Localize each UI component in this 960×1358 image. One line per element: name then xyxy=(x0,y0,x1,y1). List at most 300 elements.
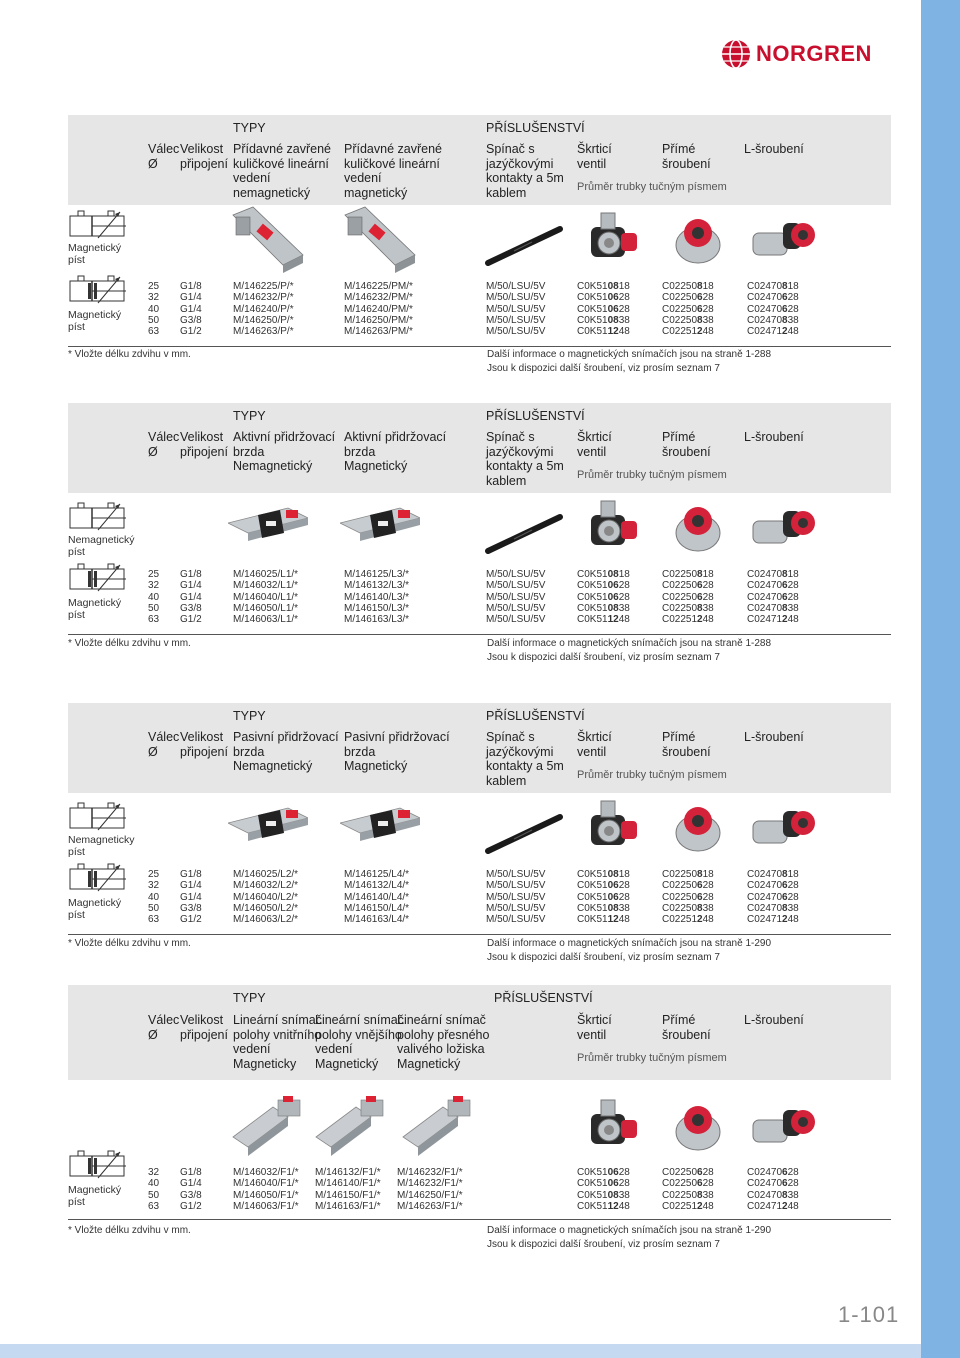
page-number: 1-101 xyxy=(838,1302,900,1327)
table-cell: G3/8 xyxy=(180,1189,202,1201)
type-header-1: Pasivní přidržovací brzda Nemagnetický xyxy=(233,730,339,773)
table-cell: C0K510628 xyxy=(577,303,630,315)
table-cell: M/50/LSU/5V xyxy=(486,602,546,614)
table-cell: C02470628 xyxy=(747,303,799,315)
table-cell: M/146040/F1/* xyxy=(233,1178,299,1190)
table-cell: M/146225/P/* xyxy=(233,281,294,292)
table-cell: C02250628 xyxy=(662,880,714,892)
elbow-fitting-header: L-šroubení xyxy=(744,142,804,156)
holding-brake-image xyxy=(340,493,420,563)
table-cell: C0K511248 xyxy=(577,914,630,926)
port-label: připojení xyxy=(180,445,228,459)
magnetic-piston-label: Magnetický píst xyxy=(68,897,122,921)
table-cell: M/146250/F1/* xyxy=(397,1189,463,1201)
straight-fitting-header: Přímé šroubení xyxy=(662,430,711,459)
table-cell: C0K510628 xyxy=(577,1167,630,1178)
table-divider xyxy=(68,934,891,935)
model-column-1 xyxy=(233,1167,299,1212)
straight-fitting-column xyxy=(662,569,714,625)
table-cell: 25 xyxy=(148,569,160,580)
table-cell: C02471248 xyxy=(747,914,799,926)
brand-name: NORGREN xyxy=(756,41,872,66)
table-cell: C0K511248 xyxy=(577,326,630,338)
table-cell: M/146232/F1/* xyxy=(397,1167,463,1178)
size-column xyxy=(148,1167,159,1212)
port-label: připojení xyxy=(180,745,228,759)
table-cell: M/146125/L4/* xyxy=(344,869,410,880)
table-cell: M/146063/F1/* xyxy=(233,1200,299,1212)
type-header-3: Lineární snímač polohy přesného valivého ložiska Magnetický xyxy=(397,1013,490,1071)
port-column xyxy=(180,569,202,625)
table-cell: G1/8 xyxy=(180,569,202,580)
holding-brake-image xyxy=(228,793,308,863)
table-cell: C02250838 xyxy=(662,602,714,614)
table-cell: C02470818 xyxy=(747,869,799,880)
table-cell: C02251248 xyxy=(662,614,714,626)
magnetic-piston-label: Magnetický píst xyxy=(68,309,122,333)
table-cell: C02250838 xyxy=(662,1189,714,1201)
table-cell: C02470818 xyxy=(747,281,799,292)
fittings-info-note: Jsou k dispozici další šroubení, viz prosím seznam 7 xyxy=(487,952,720,963)
table-cell: G1/8 xyxy=(180,1167,202,1178)
page-side-bar xyxy=(921,0,960,1358)
sensor-info-note: Další informace o magnetických snímačích jsou na straně 1-290 xyxy=(487,1225,772,1236)
table-cell: M/146232/PM/* xyxy=(344,292,413,304)
cylinder-label: Válec xyxy=(148,730,180,744)
table-cell: 40 xyxy=(148,1178,160,1190)
table-cell: M/146163/F1/* xyxy=(315,1200,381,1212)
reed-switch-column xyxy=(486,569,545,625)
table-cell: M/50/LSU/5V xyxy=(486,869,546,880)
port-column xyxy=(180,281,202,337)
table-cell: 25 xyxy=(148,869,160,880)
tube-diameter-note: Průměr trubky tučným písmem xyxy=(577,769,727,781)
table-cell: M/50/LSU/5V xyxy=(486,891,546,903)
table-cell: C02251248 xyxy=(662,914,714,926)
diameter-label: Ø xyxy=(148,745,158,759)
table-cell: C02250628 xyxy=(662,303,714,315)
type-header-2: Lineární snímač polohy vnějšího vedení Magnetický xyxy=(315,1013,404,1071)
cylinder-label: Válec xyxy=(148,142,180,156)
section-header xyxy=(68,985,891,1080)
straight-fitting-image xyxy=(658,1092,738,1162)
elbow-fitting-image xyxy=(743,493,823,563)
table-cell: M/50/LSU/5V xyxy=(486,281,546,292)
table-cell: M/146250/PM/* xyxy=(344,314,413,326)
table-cell: C0K510838 xyxy=(577,1189,630,1201)
magnetic-piston-label: Magnetický píst xyxy=(68,597,122,621)
table-cell: M/146140/F1/* xyxy=(315,1178,381,1190)
port-column xyxy=(180,1167,202,1212)
straight-fitting-header: Přímé šroubení xyxy=(662,1013,711,1042)
table-cell: C02470628 xyxy=(747,580,799,592)
table-cell: M/146140/L4/* xyxy=(344,891,410,903)
table-cell: C02471248 xyxy=(747,1200,799,1212)
reed-switch-image xyxy=(484,211,564,281)
table-cell: M/50/LSU/5V xyxy=(486,902,546,914)
table-cell: C02470838 xyxy=(747,1189,799,1201)
model-column-3 xyxy=(397,1167,463,1212)
table-cell: 50 xyxy=(148,602,160,614)
reed-switch-column xyxy=(486,281,545,337)
table-cell: C02250628 xyxy=(662,591,714,603)
reed-switch-image xyxy=(484,799,564,869)
flow-valve-header: Škrticí ventil xyxy=(577,730,612,759)
table-cell: M/146150/L3/* xyxy=(344,602,410,614)
table-cell: 63 xyxy=(148,614,160,626)
flow-valve-header: Škrticí ventil xyxy=(577,142,612,171)
section-header xyxy=(68,115,891,205)
accessories-heading: PŘÍSLUŠENSTVÍ xyxy=(486,121,585,135)
elbow-fitting-header: L-šroubení xyxy=(744,730,804,744)
reed-switch-header: Spínač s jazýčkovými kontakty a 5m kablem xyxy=(486,430,564,488)
table-cell: M/146032/F1/* xyxy=(233,1167,299,1178)
flow-valve-column xyxy=(577,281,630,337)
table-cell: C02250838 xyxy=(662,902,714,914)
port-label: připojení xyxy=(180,1028,228,1042)
holding-brake-image xyxy=(340,793,420,863)
table-cell: C02250838 xyxy=(662,314,714,326)
linear-guide-image xyxy=(228,205,308,275)
magnetic-cylinder-symbol-icon xyxy=(68,861,128,902)
table-cell: M/146250/P/* xyxy=(233,314,294,326)
stroke-footnote: * Vložte délku zdvihu v mm. xyxy=(68,938,191,949)
table-cell: M/50/LSU/5V xyxy=(486,292,546,304)
table-divider xyxy=(68,1219,891,1220)
section-header xyxy=(68,703,891,793)
types-heading: TYPY xyxy=(233,409,266,423)
table-cell: M/146040/L1/* xyxy=(233,591,299,603)
table-cell: M/50/LSU/5V xyxy=(486,614,546,626)
sensor-info-note: Další informace o magnetických snímačích jsou na straně 1-288 xyxy=(487,638,772,649)
diameter-label: Ø xyxy=(148,157,158,171)
table-cell: M/146032/L1/* xyxy=(233,580,299,592)
table-cell: C02250628 xyxy=(662,1167,714,1178)
table-cell: M/146140/L3/* xyxy=(344,591,410,603)
size-label: Velikost xyxy=(180,730,224,744)
type-header-2: Pasivní přidržovací brzda Magnetický xyxy=(344,730,450,773)
types-heading: TYPY xyxy=(233,709,266,723)
port-column xyxy=(180,869,202,925)
port-label: připojení xyxy=(180,157,228,171)
table-cell: M/146040/L2/* xyxy=(233,891,299,903)
table-cell: M/50/LSU/5V xyxy=(486,914,546,926)
table-cell: M/146163/L3/* xyxy=(344,614,410,626)
reed-switch-header: Spínač s jazýčkovými kontakty a 5m kablem xyxy=(486,142,564,200)
table-cell: M/50/LSU/5V xyxy=(486,580,546,592)
table-cell: M/146240/PM/* xyxy=(344,303,413,315)
table-cell: C0K510628 xyxy=(577,580,630,592)
cylinder-label: Válec xyxy=(148,1013,180,1027)
type-header-2: Aktivní přidržovací brzda Magnetický xyxy=(344,430,447,473)
table-cell: G1/4 xyxy=(180,580,202,592)
table-cell: C0K510818 xyxy=(577,869,630,880)
linear-sensor-image xyxy=(228,1092,308,1162)
table-cell: 50 xyxy=(148,902,160,914)
table-cell: M/146225/PM/* xyxy=(344,281,413,292)
table-cell: C0K511248 xyxy=(577,1200,630,1212)
flow-valve-header: Škrticí ventil xyxy=(577,1013,612,1042)
table-cell: C0K510838 xyxy=(577,314,630,326)
reed-switch-column xyxy=(486,869,545,925)
table-cell: C0K510838 xyxy=(577,902,630,914)
table-cell: 63 xyxy=(148,1200,160,1212)
type-header-1: Aktivní přidržovací brzda Nemagnetický xyxy=(233,430,336,473)
table-cell: G1/4 xyxy=(180,880,202,892)
straight-fitting-header: Přímé šroubení xyxy=(662,142,711,171)
table-cell: 50 xyxy=(148,1189,160,1201)
straight-fitting-image xyxy=(658,793,738,863)
page-bottom-bar xyxy=(0,1344,921,1358)
table-cell: C02470628 xyxy=(747,1167,799,1178)
reed-switch-header: Spínač s jazýčkovými kontakty a 5m kablem xyxy=(486,730,564,788)
model-column-2 xyxy=(344,281,413,337)
size-label: Velikost xyxy=(180,1013,224,1027)
elbow-fitting-column xyxy=(747,281,799,337)
table-cell: C0K510818 xyxy=(577,281,630,292)
flow-control-valve-image xyxy=(573,205,653,275)
straight-fitting-image xyxy=(658,493,738,563)
top-piston-label: Nemagnetický píst xyxy=(68,534,135,558)
top-piston-label: Magnetický píst xyxy=(68,242,122,266)
table-cell: C0K510628 xyxy=(577,891,630,903)
diameter-label: Ø xyxy=(148,1028,158,1042)
elbow-fitting-column xyxy=(747,569,799,625)
table-cell: G1/4 xyxy=(180,1178,202,1190)
straight-fitting-header: Přímé šroubení xyxy=(662,730,711,759)
table-cell: C0K510628 xyxy=(577,880,630,892)
section-header xyxy=(68,403,891,493)
magnetic-cylinder-symbol-icon xyxy=(68,561,128,602)
table-cell: M/146263/F1/* xyxy=(397,1200,463,1212)
diameter-label: Ø xyxy=(148,445,158,459)
table-cell: 63 xyxy=(148,326,160,338)
product-section xyxy=(68,985,891,1264)
type-header-1: Lineární snímač polohy vnitřního vedení Magneticky xyxy=(233,1013,322,1071)
table-cell: 63 xyxy=(148,914,160,926)
table-cell: M/146025/L2/* xyxy=(233,869,299,880)
table-cell: C02471248 xyxy=(747,614,799,626)
elbow-fitting-header: L-šroubení xyxy=(744,430,804,444)
norgren-globe-icon xyxy=(720,38,752,70)
model-column-2 xyxy=(315,1167,381,1212)
table-cell: C02470838 xyxy=(747,314,799,326)
table-cell: C0K510838 xyxy=(577,602,630,614)
table-cell: 32 xyxy=(148,1167,160,1178)
table-cell: M/50/LSU/5V xyxy=(486,326,546,338)
table-divider xyxy=(68,634,891,635)
flow-valve-header: Škrticí ventil xyxy=(577,430,612,459)
table-cell: C0K510628 xyxy=(577,292,630,304)
tube-diameter-note: Průměr trubky tučným písmem xyxy=(577,1052,727,1064)
table-cell: M/146050/L1/* xyxy=(233,602,299,614)
table-cell: G1/4 xyxy=(180,292,202,304)
fittings-info-note: Jsou k dispozici další šroubení, viz prosím seznam 7 xyxy=(487,1239,720,1250)
table-cell: C02470818 xyxy=(747,569,799,580)
table-cell: M/146063/L2/* xyxy=(233,914,299,926)
model-column-2 xyxy=(344,869,409,925)
table-cell: M/146150/F1/* xyxy=(315,1189,381,1201)
table-cell: M/146263/P/* xyxy=(233,326,294,338)
elbow-fitting-column xyxy=(747,869,799,925)
table-cell: G3/8 xyxy=(180,902,202,914)
types-heading: TYPY xyxy=(233,991,266,1005)
elbow-fitting-image xyxy=(743,205,823,275)
product-section xyxy=(68,115,891,388)
table-cell: C0K511248 xyxy=(577,614,630,626)
table-cell: C0K510628 xyxy=(577,591,630,603)
linear-sensor-image xyxy=(311,1092,391,1162)
table-cell: C0K510818 xyxy=(577,569,630,580)
table-cell: C0K510628 xyxy=(577,1178,630,1190)
stroke-footnote: * Vložte délku zdvihu v mm. xyxy=(68,349,191,360)
table-cell: M/146050/L2/* xyxy=(233,902,299,914)
table-cell: M/146132/L4/* xyxy=(344,880,410,892)
magnetic-cylinder-symbol-icon xyxy=(68,1148,128,1189)
table-cell: G1/8 xyxy=(180,869,202,880)
model-column-1 xyxy=(233,869,298,925)
table-cell: C02250818 xyxy=(662,281,714,292)
elbow-fitting-header: L-šroubení xyxy=(744,1013,804,1027)
table-cell: G1/2 xyxy=(180,1200,202,1212)
table-cell: C02470628 xyxy=(747,880,799,892)
magnetic-cylinder-symbol-icon xyxy=(68,273,128,314)
model-column-2 xyxy=(344,569,409,625)
reed-switch-image xyxy=(484,499,564,569)
table-cell: G3/8 xyxy=(180,314,202,326)
table-cell: C02470838 xyxy=(747,902,799,914)
table-cell: C02250818 xyxy=(662,569,714,580)
table-cell: M/146125/L3/* xyxy=(344,569,410,580)
straight-fitting-column xyxy=(662,281,714,337)
accessories-heading: PŘÍSLUŠENSTVÍ xyxy=(486,709,585,723)
table-cell: 32 xyxy=(148,580,160,592)
table-cell: M/146232/P/* xyxy=(233,292,294,304)
table-cell: M/146150/L4/* xyxy=(344,902,410,914)
sensor-info-note: Další informace o magnetických snímačích jsou na straně 1-290 xyxy=(487,938,772,949)
table-cell: 40 xyxy=(148,591,160,603)
stroke-footnote: * Vložte délku zdvihu v mm. xyxy=(68,1225,191,1236)
table-cell: C02251248 xyxy=(662,1200,714,1212)
size-column xyxy=(148,281,159,337)
table-cell: 25 xyxy=(148,281,160,292)
straight-fitting-image xyxy=(658,205,738,275)
stroke-footnote: * Vložte délku zdvihu v mm. xyxy=(68,638,191,649)
table-cell: 32 xyxy=(148,880,160,892)
table-cell: C02250818 xyxy=(662,869,714,880)
table-cell: M/146025/L1/* xyxy=(233,569,299,580)
elbow-fitting-image xyxy=(743,793,823,863)
table-cell: G1/8 xyxy=(180,281,202,292)
table-cell: M/146132/F1/* xyxy=(315,1167,381,1178)
table-cell: G1/2 xyxy=(180,614,202,626)
table-cell: C02250628 xyxy=(662,292,714,304)
table-cell: C02471248 xyxy=(747,326,799,338)
table-cell: 50 xyxy=(148,314,160,326)
straight-fitting-column xyxy=(662,1167,714,1212)
table-cell: 32 xyxy=(148,292,160,304)
table-cell: M/146232/F1/* xyxy=(397,1178,463,1190)
fittings-info-note: Jsou k dispozici další šroubení, viz prosím seznam 7 xyxy=(487,363,720,374)
table-cell: G3/8 xyxy=(180,602,202,614)
table-cell: 40 xyxy=(148,891,160,903)
table-cell: C02251248 xyxy=(662,326,714,338)
top-piston-label: Nemagneticky píst xyxy=(68,834,135,858)
table-cell: C02250628 xyxy=(662,891,714,903)
elbow-fitting-column xyxy=(747,1167,799,1212)
table-cell: M/146240/P/* xyxy=(233,303,294,315)
tube-diameter-note: Průměr trubky tučným písmem xyxy=(577,181,727,193)
linear-guide-image xyxy=(340,205,420,275)
table-cell: M/146050/F1/* xyxy=(233,1189,299,1201)
holding-brake-image xyxy=(228,493,308,563)
model-column-1 xyxy=(233,281,294,337)
size-label: Velikost xyxy=(180,142,224,156)
table-cell: C02470628 xyxy=(747,891,799,903)
types-heading: TYPY xyxy=(233,121,266,135)
size-column xyxy=(148,869,159,925)
flow-valve-column xyxy=(577,1167,630,1212)
type-header-1: Přídavné zavřené kuličkové lineární vedení nemagnetický xyxy=(233,142,331,200)
flow-valve-column xyxy=(577,869,630,925)
product-section xyxy=(68,403,891,677)
linear-sensor-image xyxy=(398,1092,478,1162)
table-cell: M/50/LSU/5V xyxy=(486,569,546,580)
size-column xyxy=(148,569,159,625)
table-cell: C02470628 xyxy=(747,292,799,304)
table-cell: M/146063/L1/* xyxy=(233,614,299,626)
straight-fitting-column xyxy=(662,869,714,925)
table-cell: G1/4 xyxy=(180,891,202,903)
table-cell: M/146132/L3/* xyxy=(344,580,410,592)
table-cell: G1/2 xyxy=(180,326,202,338)
table-cell: M/50/LSU/5V xyxy=(486,314,546,326)
table-cell: G1/4 xyxy=(180,303,202,315)
cylinder-label: Válec xyxy=(148,430,180,444)
table-cell: G1/2 xyxy=(180,914,202,926)
flow-control-valve-image xyxy=(573,1092,653,1162)
accessories-heading: PŘÍSLUŠENSTVÍ xyxy=(494,991,593,1005)
norgren-logo xyxy=(720,38,895,70)
fittings-info-note: Jsou k dispozici další šroubení, viz prosím seznam 7 xyxy=(487,652,720,663)
table-cell: C02470838 xyxy=(747,602,799,614)
table-cell: M/146163/L4/* xyxy=(344,914,410,926)
size-label: Velikost xyxy=(180,430,224,444)
table-cell: M/50/LSU/5V xyxy=(486,880,546,892)
flow-valve-column xyxy=(577,569,630,625)
elbow-fitting-image xyxy=(743,1092,823,1162)
table-cell: M/50/LSU/5V xyxy=(486,303,546,315)
accessories-heading: PŘÍSLUŠENSTVÍ xyxy=(486,409,585,423)
table-cell: M/146263/PM/* xyxy=(344,326,413,338)
product-section xyxy=(68,703,891,977)
table-cell: C02250628 xyxy=(662,1178,714,1190)
table-cell: 40 xyxy=(148,303,160,315)
table-cell: C02470628 xyxy=(747,591,799,603)
flow-control-valve-image xyxy=(573,793,653,863)
table-cell: C02250628 xyxy=(662,580,714,592)
model-column-1 xyxy=(233,569,298,625)
tube-diameter-note: Průměr trubky tučným písmem xyxy=(577,469,727,481)
table-cell: M/146032/L2/* xyxy=(233,880,299,892)
type-header-2: Přídavné zavřené kuličkové lineární vedení magnetický xyxy=(344,142,442,200)
table-cell: G1/4 xyxy=(180,591,202,603)
sensor-info-note: Další informace o magnetických snímačích jsou na straně 1-288 xyxy=(487,349,772,360)
table-cell: C02470628 xyxy=(747,1178,799,1190)
magnetic-piston-label: Magnetický píst xyxy=(68,1184,122,1208)
table-divider xyxy=(68,346,891,347)
flow-control-valve-image xyxy=(573,493,653,563)
